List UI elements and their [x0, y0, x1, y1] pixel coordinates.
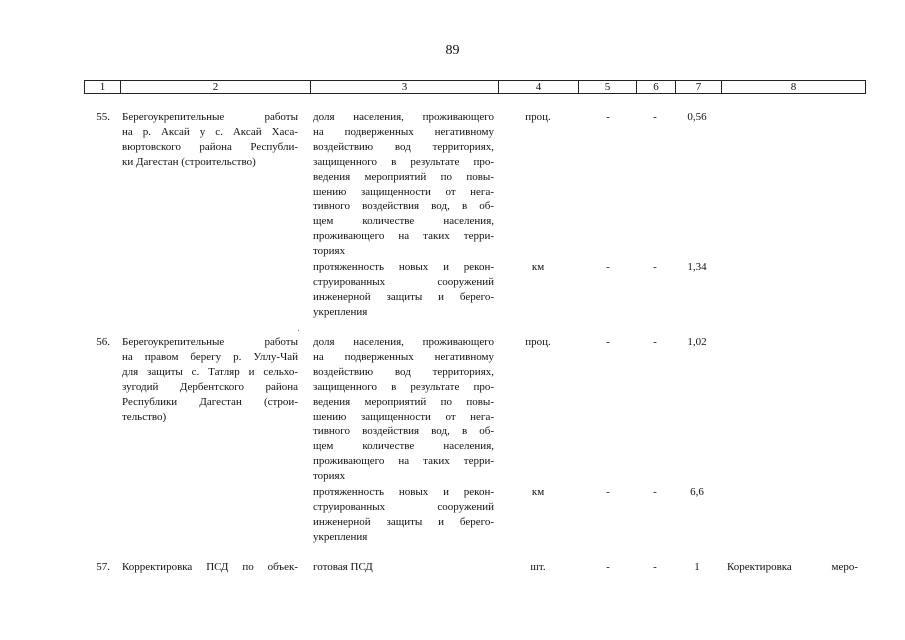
column-8-note [727, 560, 858, 575]
indicator-line: ториях [313, 245, 346, 258]
column-7-value: 1,34 [687, 261, 707, 273]
indicator-line: ториях [313, 470, 346, 483]
project-name [122, 560, 298, 575]
indicator-line: протяженность новых и рекон- [313, 486, 494, 498]
indicator-line: укрепления [313, 305, 368, 318]
indicator-line: проживающего на таких терри- [313, 230, 494, 243]
indicator-description [313, 110, 494, 259]
column-7-value: 0,56 [687, 111, 707, 123]
indicator-description [313, 335, 494, 484]
row-number: 55. [96, 111, 110, 123]
project-name-line: Республики Дагестан (строи- [122, 395, 298, 408]
column-5-value: - [606, 261, 610, 273]
note-line: Коректировка меро- [727, 561, 858, 573]
indicator-line: щем количестве населения, [313, 440, 494, 453]
indicator-line: струированных сооружений [313, 275, 494, 288]
indicator-line: на подверженных негативному [313, 350, 494, 363]
indicator-line: готовая ПСД [313, 561, 373, 573]
indicator-line: протяженность новых и рекон- [313, 261, 494, 273]
column-5-value: - [606, 486, 610, 498]
project-name-line: на р. Аксай у с. Аксай Хаса- [122, 125, 298, 138]
project-name [122, 335, 298, 424]
column-6-value: - [653, 336, 657, 348]
indicator-line: воздействию вод территориях, [313, 365, 494, 378]
project-name-line: на правом берегу р. Уллу-Чай [122, 350, 298, 363]
project-name [122, 110, 298, 170]
indicator-line: укрепления [313, 530, 368, 543]
indicator-line: шению защищенности от нега- [313, 185, 494, 198]
column-header-2: 2 [120, 80, 310, 94]
column-7-value: 6,6 [690, 486, 704, 498]
project-name-line: ки Дагестан (строительство) [122, 155, 256, 168]
column-5-value: - [606, 336, 610, 348]
unit-cell: проц. [525, 336, 551, 348]
column-header-5: 5 [578, 80, 636, 94]
column-header-6: 6 [636, 80, 675, 94]
column-header-4: 4 [498, 80, 578, 94]
column-6-value: - [653, 111, 657, 123]
project-name-line: Берегоукрепительные работы [122, 111, 298, 123]
project-name-line: тельство) [122, 410, 167, 423]
project-name-line: Корректировка ПСД по объек- [122, 561, 298, 573]
indicator-description [313, 485, 494, 545]
indicator-line: струированных сооружений [313, 500, 494, 513]
column-header-1: 1 [84, 80, 120, 94]
indicator-line: тивного воздействия вод, в об- [313, 200, 494, 213]
indicator-line: воздействию вод территориях, [313, 140, 494, 153]
column-5-value: - [606, 111, 610, 123]
page-number: 89 [445, 43, 460, 58]
indicator-line: доля населения, проживающего [313, 111, 494, 123]
column-header-8: 8 [721, 80, 866, 94]
unit-cell: проц. [525, 111, 551, 123]
row-number: 57. [96, 561, 110, 573]
column-7-value: 1 [694, 561, 700, 573]
column-6-value: - [653, 561, 657, 573]
indicator-description [313, 560, 494, 575]
column-5-value: - [606, 561, 610, 573]
column-7-value: 1,02 [687, 336, 707, 348]
project-name-line: для защиты с. Татляр и сельхо- [122, 365, 298, 378]
indicator-line: защищенного в результате про- [313, 380, 494, 393]
indicator-line: защищенного в результате про- [313, 155, 494, 168]
unit-cell: км [531, 486, 545, 498]
project-name-line: Берегоукрепительные работы [122, 336, 298, 348]
row-number: 56. [96, 336, 110, 348]
unit-cell: шт. [530, 561, 546, 573]
column-6-value: - [653, 486, 657, 498]
unit-cell: км [531, 261, 545, 273]
indicator-description [313, 260, 494, 320]
indicator-line: ведения мероприятий по повы- [313, 170, 494, 183]
scan-speck [298, 330, 299, 331]
indicator-line: проживающего на таких терри- [313, 455, 494, 468]
indicator-line: тивного воздействия вод, в об- [313, 425, 494, 438]
indicator-line: доля населения, проживающего [313, 336, 494, 348]
indicator-line: инженерной защиты и берего- [313, 290, 494, 303]
indicator-line: щем количестве населения, [313, 215, 494, 228]
indicator-line: ведения мероприятий по повы- [313, 395, 494, 408]
project-name-line: вюртовского района Республи- [122, 140, 298, 153]
column-6-value: - [653, 261, 657, 273]
indicator-line: шению защищенности от нега- [313, 410, 494, 423]
project-name-line: зугодий Дербентского района [122, 380, 298, 393]
indicator-line: инженерной защиты и берего- [313, 515, 494, 528]
indicator-line: на подверженных негативному [313, 125, 494, 138]
column-header-3: 3 [310, 80, 498, 94]
column-header-7: 7 [675, 80, 721, 94]
